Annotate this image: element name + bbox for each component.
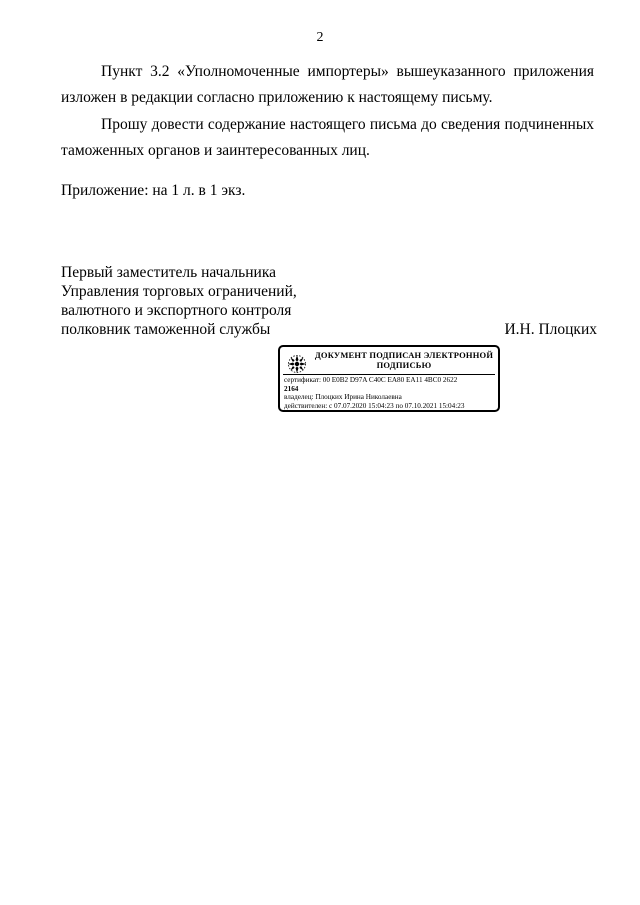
signer-position-line: Управления торговых ограничений, <box>61 283 297 300</box>
stamp-certificate: сертификат: 00 E0B2 D97A C40C EA80 EA11 4BC0 2622 <box>284 376 458 384</box>
stamp-validity: действителен: с 07.07.2020 15:04:23 по 07.10.2021 15:04:23 <box>284 402 465 411</box>
appendix-note: Приложение: на 1 л. в 1 экз. <box>61 182 246 199</box>
signer-position-line: полковник таможенной службы <box>61 321 271 338</box>
stamp-divider <box>283 374 495 375</box>
body-paragraph-1: Пункт 3.2 «Уполномоченные импортеры» вышеуказанного приложения изложен в редакции согласно приложению к настоящему письму. <box>61 63 594 106</box>
stamp-certificate-continued: 2164 <box>284 384 299 393</box>
body-paragraph-2: Прошу довести содержание настоящего письма до сведения подчиненных таможенных органов и заинтересованных лиц. <box>61 116 594 159</box>
signer-position-line: валютного и экспортного контроля <box>61 302 292 319</box>
stamp-details <box>284 376 496 411</box>
signer-name: И.Н. Плоцких <box>504 321 597 338</box>
stamp-title: ДОКУМЕНТ ПОДПИСАН ЭЛЕКТРОННОЙ ПОДПИСЬЮ <box>314 350 494 370</box>
stamp-owner: владелец: Плоцких Ирина Николаевна <box>284 393 402 402</box>
electronic-signature-stamp <box>278 345 500 412</box>
page-number: 2 <box>316 30 324 45</box>
customs-emblem-icon <box>285 352 309 376</box>
signer-position-block <box>61 263 297 339</box>
signer-position-line: Первый заместитель начальника <box>61 264 277 281</box>
